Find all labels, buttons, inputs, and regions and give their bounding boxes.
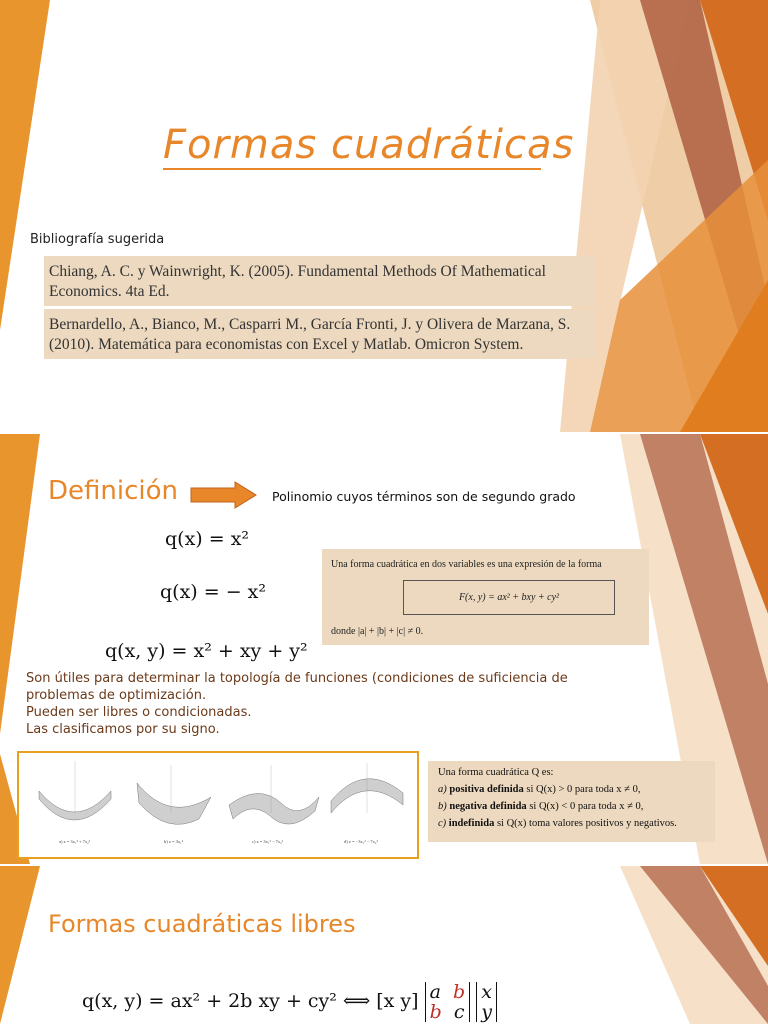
- matrix-equation: q(x, y) = ax² + 2b xy + cy² ⟺ [x y] a b b c x y: [82, 982, 497, 1022]
- slide-decoration: [0, 0, 768, 432]
- box-condition: donde |a| + |b| + |c| ≠ 0.: [331, 626, 424, 637]
- classification-intro: Una forma cuadrática Q es:: [438, 767, 554, 778]
- caption-d: d) z = −3x₁² − 7x₂²: [344, 839, 378, 844]
- slide-1: [0, 0, 768, 432]
- bibliography-label: Bibliografía sugerida: [30, 232, 165, 247]
- caption-b: b) z = 3x₁²: [164, 839, 184, 844]
- definition-heading: Definición: [48, 476, 178, 506]
- reference-1: Chiang, A. C. y Wainwright, K. (2005). Fundamental Methods Of Mathematical Economics. 4ta Ed.: [44, 256, 596, 306]
- paragraph-line: Las clasificamos por su signo.: [26, 722, 220, 737]
- quadratic-form-definition-box: [322, 549, 649, 645]
- classification-box: [428, 761, 715, 842]
- reference-2: Bernardello, A., Bianco, M., Casparri M., García Fronti, J. y Olivera de Marzana, S. (2010). Matemática para economistas con Excel y Matlab. Omicron System.: [44, 309, 596, 359]
- box-formula: F(x, y) = ax² + bxy + cy²: [403, 580, 615, 615]
- paragraph-line: Son útiles para determinar la topología de funciones (condiciones de suficiencia de problemas de optimización.: [26, 671, 568, 703]
- title-underline: [163, 168, 541, 170]
- slide-title: Formas cuadráticas: [163, 122, 575, 168]
- uses-paragraph: [26, 670, 586, 738]
- paragraph-line: Pueden ser libres o condicionadas.: [26, 705, 252, 720]
- caption-c: c) z = 3x₁² − 7x₂²: [252, 839, 284, 844]
- definition-text: Polinomio cuyos términos son de segundo grado: [272, 489, 576, 504]
- formula-3: q(x, y) = x² + xy + y²: [105, 640, 308, 662]
- surface-b: [137, 783, 211, 824]
- formula-1: q(x) = x²: [165, 528, 250, 550]
- surface-c: [229, 793, 319, 824]
- formula-2: q(x) = − x²: [160, 581, 266, 603]
- classification-item: c) indefinida si Q(x) toma valores positivos y negativos.: [438, 818, 677, 829]
- caption-a: a) z = 3x₁² + 7x₂²: [59, 839, 91, 844]
- box-text: Una forma cuadrática en dos variables es una expresión de la forma: [331, 559, 602, 570]
- arrow-right-icon: [190, 481, 260, 509]
- classification-item: a) positiva definida si Q(x) > 0 para toda x ≠ 0,: [438, 784, 641, 795]
- libres-heading: Formas cuadráticas libres: [48, 910, 356, 938]
- surface-plots-figure: [17, 751, 419, 859]
- classification-item: b) negativa definida si Q(x) < 0 para toda x ≠ 0,: [438, 801, 644, 812]
